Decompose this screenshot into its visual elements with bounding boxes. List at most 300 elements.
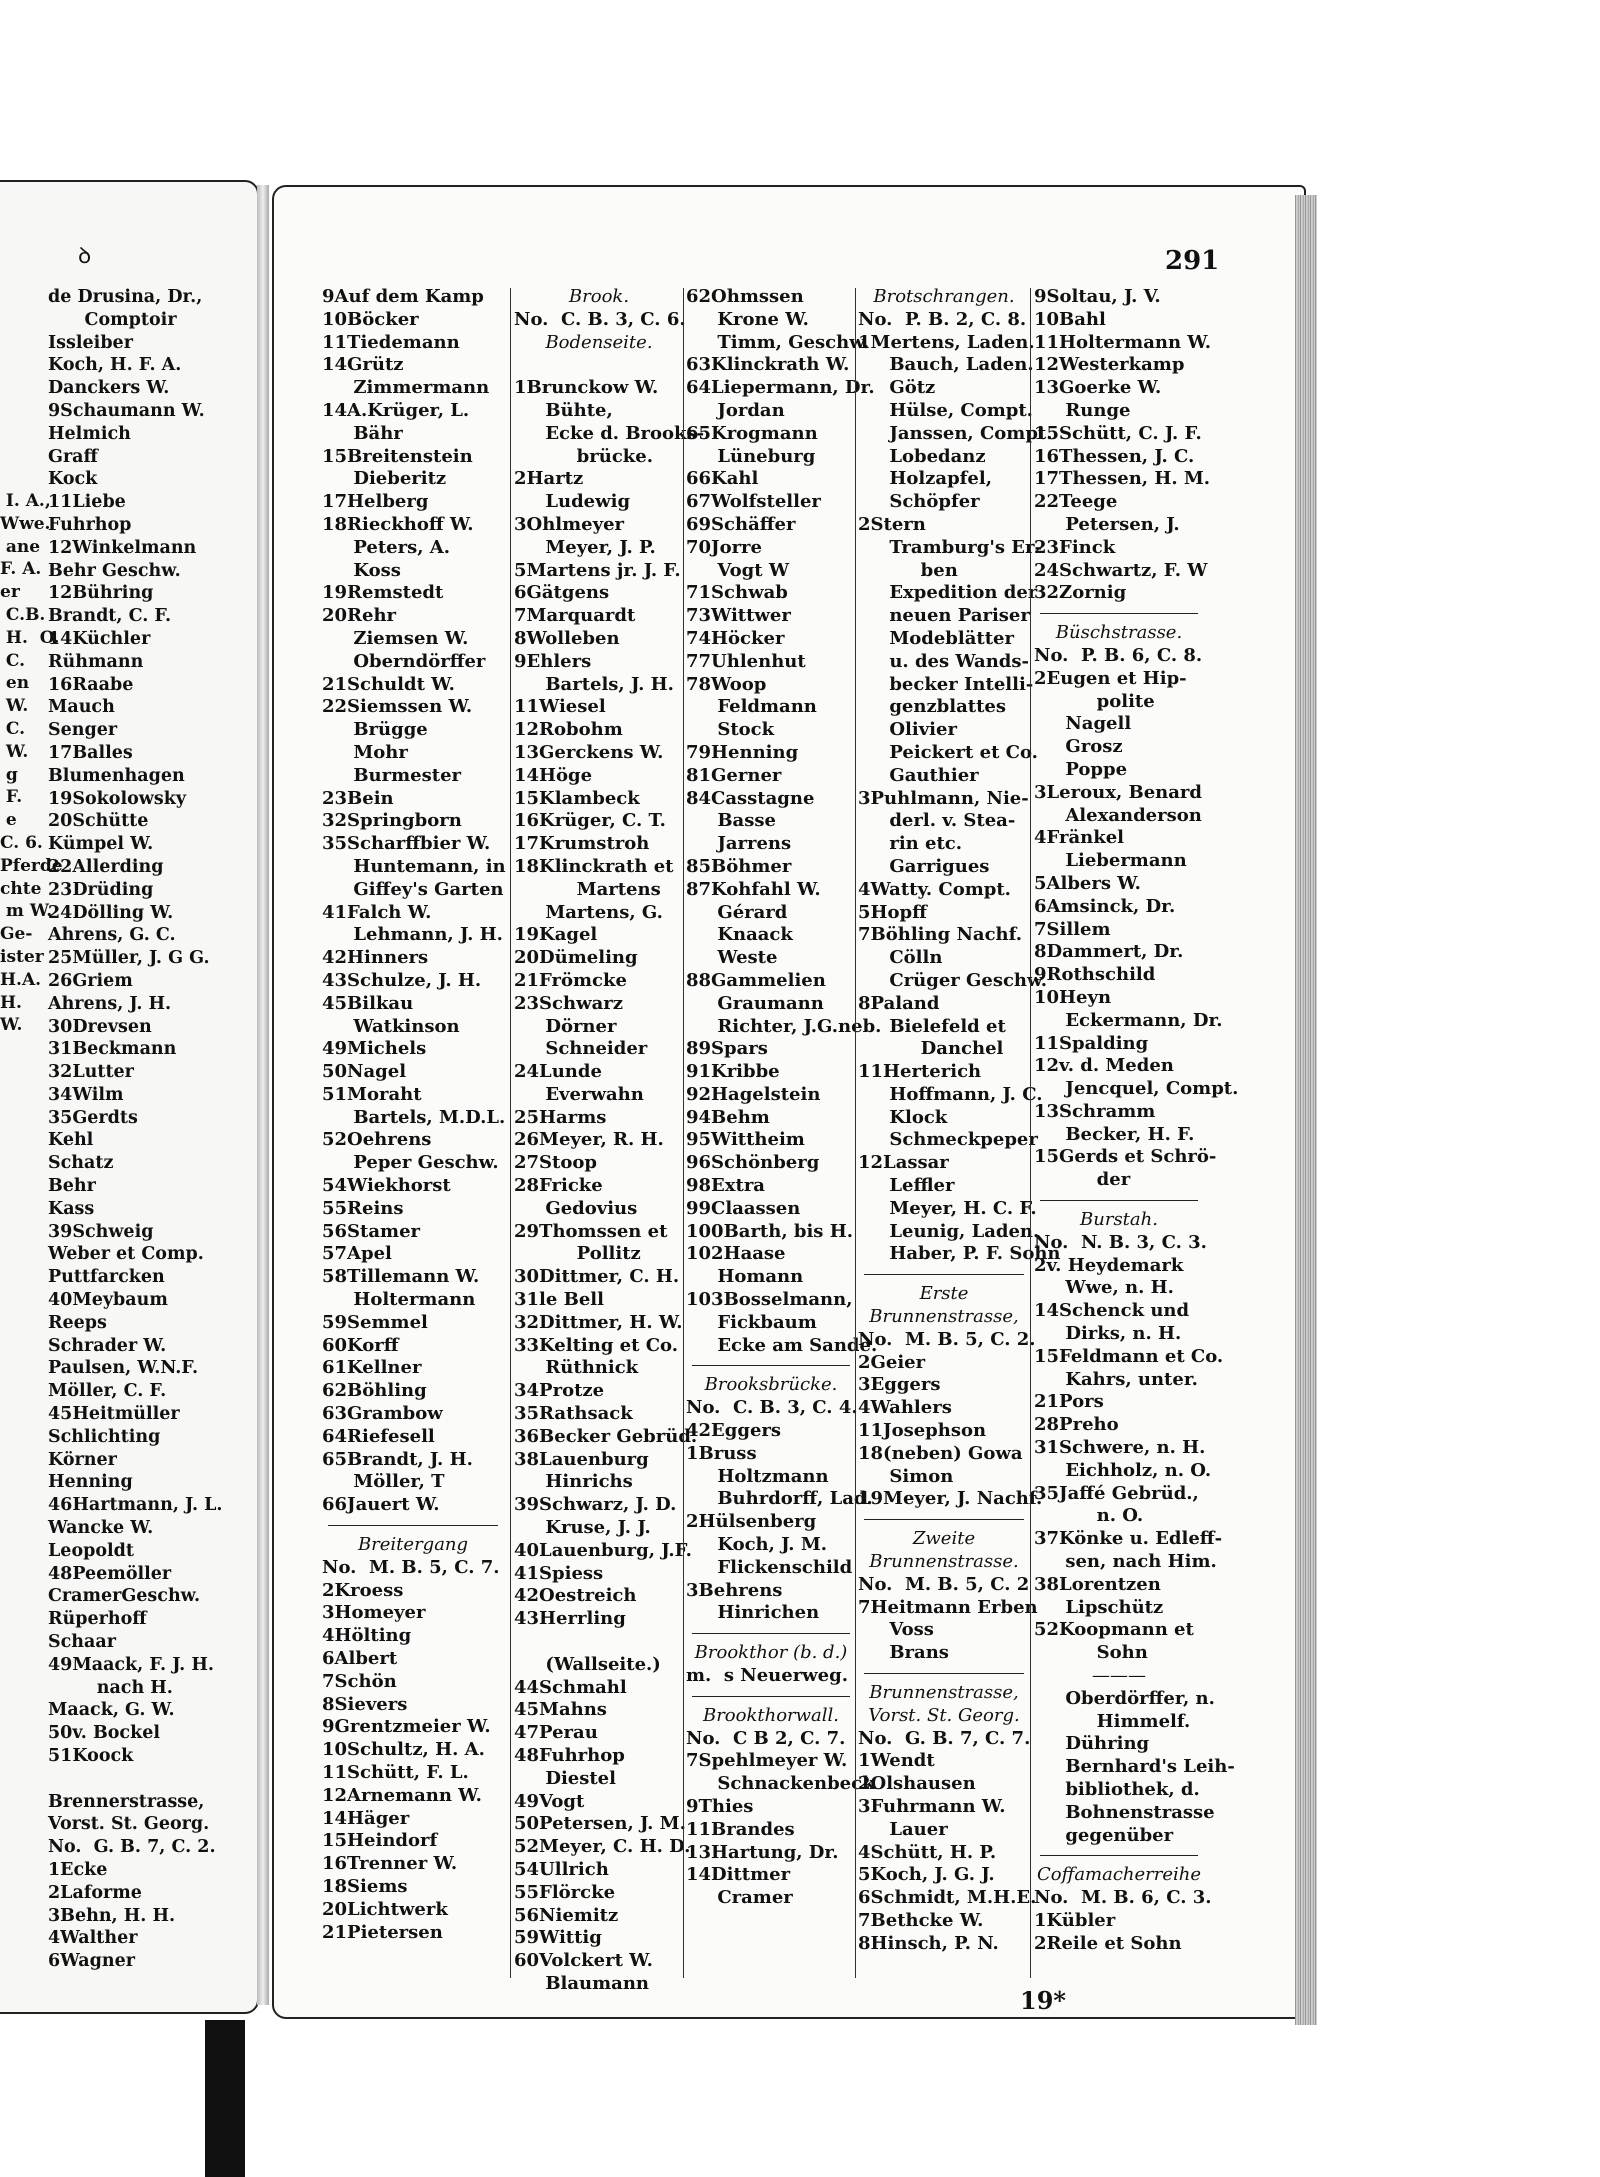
- directory-entry: 2Reile et Sohn: [1034, 1932, 1182, 1954]
- directory-entry: 16Krüger, C. T.: [514, 810, 666, 832]
- directory-entry: Cölln: [858, 947, 943, 969]
- directory-entry: 14A.Krüger, L.: [322, 399, 470, 421]
- directory-entry: 96Schönberg: [686, 1152, 820, 1174]
- directory-entry: 2Kroess: [322, 1579, 404, 1601]
- directory-entry: nach H.: [48, 1677, 173, 1698]
- directory-entry: 65Brandt, J. H.: [322, 1448, 473, 1470]
- directory-entry: 32Lutter: [48, 1062, 134, 1083]
- directory-entry: 10Böcker: [322, 308, 419, 330]
- directory-entry: Meyer, J. P.: [514, 536, 656, 558]
- directory-entry: 20Schütte: [48, 811, 149, 832]
- directory-entry: 9Thies: [686, 1796, 754, 1817]
- directory-entry: W.: [0, 696, 29, 717]
- directory-entry: n. O.: [1034, 1505, 1144, 1527]
- directory-entry: Schlichting: [48, 1426, 161, 1447]
- directory-entry: 60Volckert W.: [514, 1950, 653, 1972]
- directory-entry: Danchel: [858, 1038, 1004, 1060]
- directory-entry: Pollitz: [514, 1243, 641, 1265]
- directory-entry: Peper Geschw.: [322, 1152, 499, 1174]
- directory-entry: derl. v. Stea-: [858, 810, 1016, 832]
- directory-entry: 91Kribbe: [686, 1061, 780, 1083]
- directory-entry: 61Kellner: [322, 1357, 422, 1379]
- directory-entry: 23Bein: [322, 787, 394, 809]
- directory-entry: Flickenschild: [686, 1556, 853, 1578]
- directory-entry: 21Schuldt W.: [322, 673, 455, 695]
- section-rule: [692, 1633, 850, 1634]
- directory-entry: 84Casstagne: [686, 787, 815, 809]
- directory-entry: 58Tillemann W.: [322, 1266, 480, 1288]
- directory-entry: 13Gerckens W.: [514, 741, 664, 763]
- directory-entry: H. O.: [0, 627, 60, 648]
- directory-entry: Jarrens: [686, 833, 792, 855]
- directory-entry: 56Stamer: [322, 1220, 421, 1242]
- directory-entry: 27Stoop: [514, 1152, 597, 1174]
- directory-entry: 17Krumstroh: [514, 833, 650, 855]
- directory-entry: 77Uhlenhut: [686, 650, 806, 672]
- directory-entry: 40Meybaum: [48, 1290, 168, 1311]
- directory-entry: Ahrens, G. C.: [48, 925, 176, 946]
- directory-entry: No. M. B. 5, C. 2.: [858, 1328, 1036, 1350]
- directory-entry: 69Schäffer: [686, 513, 796, 535]
- directory-entry: 70Jorre: [686, 536, 762, 558]
- column-rule: [855, 288, 856, 1978]
- directory-entry: No. M. B. 5, C. 2: [858, 1573, 1030, 1595]
- directory-entry: Graff: [48, 446, 98, 467]
- street-heading: Brunnenstrasse,: [869, 1306, 1019, 1328]
- directory-entry: 13Goerke W.: [1034, 377, 1162, 399]
- directory-entry: neuen Pariser: [858, 605, 1030, 627]
- directory-entry: 45Mahns: [514, 1699, 607, 1721]
- directory-entry: 16Raabe: [48, 674, 134, 695]
- directory-entry: 8Wolleben: [514, 627, 620, 649]
- directory-entry: Holzapfel,: [858, 468, 992, 490]
- directory-entry: F.: [0, 787, 23, 808]
- directory-entry: Schneider: [514, 1038, 648, 1060]
- directory-entry: 41Spiess: [514, 1562, 604, 1584]
- directory-entry: Kass: [48, 1198, 95, 1219]
- directory-entry: 16Thessen, J. C.: [1034, 445, 1195, 467]
- directory-entry: Feldmann: [686, 696, 817, 718]
- directory-entry: 9Auf dem Kamp: [322, 286, 484, 307]
- section-rule: [692, 1696, 850, 1697]
- directory-entry: 11Josephson: [858, 1420, 987, 1442]
- directory-entry: 50Nagel: [322, 1061, 407, 1083]
- section-rule: [864, 1519, 1024, 1520]
- directory-entry: 67Wolfsteller: [686, 491, 821, 513]
- directory-entry: Schaar: [48, 1632, 116, 1653]
- directory-entry: No. C B 2, C. 7.: [686, 1727, 846, 1749]
- directory-entry: Graumann: [686, 992, 824, 1014]
- directory-entry: 26Griem: [48, 970, 133, 991]
- section-rule: [692, 1365, 850, 1366]
- directory-entry: 24Lunde: [514, 1061, 602, 1083]
- directory-entry: 18Klinckrath et: [514, 855, 674, 877]
- directory-entry: 1Kübler: [1034, 1909, 1116, 1931]
- directory-entry: Leopoldt: [48, 1540, 134, 1561]
- directory-entry: 49Vogt: [514, 1790, 585, 1812]
- directory-entry: Mauch: [48, 697, 115, 718]
- directory-entry: 38Lorentzen: [1034, 1573, 1161, 1595]
- directory-entry: 31le Bell: [514, 1289, 604, 1311]
- page-edges: [1295, 195, 1317, 2025]
- directory-entry: 35Jaffé Gebrüd.,: [1034, 1482, 1199, 1504]
- directory-entry: 55Flörcke: [514, 1881, 616, 1903]
- directory-entry: 55Reins: [322, 1197, 404, 1219]
- directory-entry: W.: [0, 741, 29, 762]
- directory-entry: 7Bethcke W.: [858, 1909, 984, 1931]
- directory-entry: Garrigues: [858, 855, 990, 877]
- directory-entry: gegenüber: [1034, 1824, 1174, 1846]
- directory-entry: 65Krogmann: [686, 422, 818, 444]
- directory-entry: de Drusina, Dr.,: [48, 287, 203, 307]
- directory-entry: Gedovius: [514, 1197, 638, 1219]
- directory-entry: Möller, T: [322, 1471, 445, 1493]
- directory-entry: [514, 354, 684, 377]
- street-heading: ———: [1092, 1665, 1146, 1687]
- directory-entry: 3Puhlmann, Nie-: [858, 787, 1029, 809]
- directory-entry: 60Korff: [322, 1334, 399, 1356]
- directory-entry: 12Arnemann W.: [322, 1784, 482, 1806]
- directory-entry: No. N. B. 3, C. 3.: [1034, 1231, 1207, 1253]
- directory-entry: 42Eggers: [686, 1420, 782, 1442]
- directory-entry: 36Becker Gebrüd.: [514, 1425, 698, 1447]
- directory-entry: 9Ehlers: [514, 650, 592, 672]
- binding-strip: [205, 2020, 245, 2177]
- directory-entry: 12Bühring: [48, 583, 154, 604]
- directory-entry: 8Sievers: [322, 1693, 408, 1715]
- directory-entry: 8Paland: [858, 992, 940, 1014]
- directory-entry: Eckermann, Dr.: [1034, 1009, 1223, 1031]
- directory-entry: Zimmermann: [322, 377, 490, 399]
- directory-entry: No. C. B. 3, C. 4.: [686, 1397, 858, 1419]
- directory-entry: 63Grambow: [322, 1403, 443, 1425]
- directory-entry: Fuhrhop: [48, 514, 132, 535]
- directory-entry: Meyer, H. C. F.: [858, 1197, 1037, 1219]
- directory-entry: Petersen, J.: [1034, 513, 1180, 535]
- directory-entry: Koch, H. F. A.: [48, 355, 182, 376]
- directory-entry: Puttfarcken: [48, 1267, 165, 1288]
- directory-entry: 48Fuhrhop: [514, 1745, 625, 1766]
- directory-entry: 92Hagelstein: [686, 1083, 821, 1105]
- directory-entry: Maack, G. W.: [48, 1700, 175, 1721]
- directory-column-1: [322, 286, 504, 1944]
- directory-entry: 7Spehlmeyer W.: [686, 1750, 848, 1772]
- directory-entry: No. P. B. 6, C. 8.: [1034, 644, 1203, 666]
- directory-entry: e: [0, 810, 17, 831]
- directory-entry: Bähr: [322, 422, 403, 444]
- directory-entry: Gérard: [686, 901, 788, 923]
- section-rule: [864, 1274, 1024, 1275]
- directory-entry: 11Liebe: [48, 492, 126, 513]
- directory-entry: 24Dölling W.: [48, 902, 174, 923]
- directory-entry: 13Hartung, Dr.: [686, 1841, 839, 1863]
- directory-entry: 6Amsinck, Dr.: [1034, 895, 1176, 917]
- directory-entry: 31Beckmann: [48, 1039, 177, 1060]
- directory-column-3: [686, 286, 882, 1910]
- directory-entry: H.A.: [0, 969, 42, 990]
- directory-entry: Diestel: [514, 1767, 616, 1789]
- directory-entry: 6Albert: [322, 1648, 398, 1670]
- directory-entry: 73Wittwer: [686, 605, 791, 627]
- directory-entry: 30Dittmer, C. H.: [514, 1266, 680, 1288]
- directory-entry: [48, 1768, 223, 1791]
- section-rule: [1040, 1200, 1198, 1201]
- directory-entry: W.: [0, 1015, 23, 1036]
- directory-entry: Danckers W.: [48, 378, 170, 399]
- directory-entry: 6Schmidt, M.H.E.: [858, 1887, 1037, 1909]
- directory-entry: 2Stern: [858, 513, 926, 535]
- directory-entry: Rüperhoff: [48, 1609, 147, 1630]
- directory-entry: Kock: [48, 469, 98, 490]
- directory-entry: Haber, P. F. Sohn: [858, 1243, 1061, 1265]
- directory-entry: Henning: [48, 1472, 133, 1493]
- directory-entry: 9Rothschild: [1034, 964, 1156, 986]
- directory-entry: 3Leroux, Benard: [1034, 781, 1202, 803]
- directory-entry: 74Höcker: [686, 627, 785, 649]
- directory-entry: 39Schweig: [48, 1221, 154, 1242]
- directory-entry: 44Schmahl: [514, 1676, 627, 1698]
- directory-entry: 57Apel: [322, 1243, 392, 1265]
- directory-entry: 19Sokolowsky: [48, 788, 186, 809]
- directory-entry: Kümpel W.: [48, 834, 154, 855]
- directory-entry: 18Siems: [322, 1875, 408, 1897]
- directory-entry: Leffler: [858, 1175, 955, 1197]
- directory-entry: 102Haase: [686, 1243, 786, 1265]
- directory-entry: 54Wiekhorst: [322, 1175, 451, 1197]
- directory-entry: rin etc.: [858, 833, 963, 855]
- directory-entry: der: [1034, 1169, 1131, 1191]
- directory-entry: 4Fränkel: [1034, 827, 1124, 849]
- directory-entry: 7Marquardt: [514, 605, 636, 627]
- directory-entry: Basse: [686, 810, 776, 832]
- section-rule: [864, 1673, 1024, 1674]
- directory-entry: Giffey's Garten: [322, 878, 504, 900]
- directory-entry: 32Dittmer, H. W.: [514, 1311, 683, 1333]
- directory-entry: Senger: [48, 720, 118, 741]
- directory-entry: Knaack: [686, 924, 793, 946]
- directory-entry: 38Lauenburg: [514, 1448, 649, 1470]
- directory-entry: 15Feldmann et Co.: [1034, 1345, 1224, 1367]
- directory-entry: Janssen, Compt.: [858, 422, 1053, 444]
- directory-entry: 4Watty. Compt.: [858, 878, 1011, 900]
- directory-entry: Brans: [858, 1642, 949, 1664]
- directory-column-5: [1034, 286, 1239, 1956]
- street-heading: Zweite: [912, 1528, 976, 1550]
- directory-entry: 51Koock: [48, 1746, 134, 1766]
- directory-entry: Sohn: [1034, 1642, 1148, 1664]
- directory-entry: 2Eugen et Hip-: [1034, 667, 1187, 689]
- directory-entry: No. P. B. 2, C. 8.: [858, 308, 1027, 330]
- directory-entry: Becker, H. F.: [1034, 1123, 1195, 1145]
- street-heading: Brotschrangen.: [873, 286, 1015, 307]
- directory-entry: H.: [0, 992, 22, 1013]
- directory-entry: ane: [0, 536, 41, 557]
- directory-entry: [514, 1631, 684, 1654]
- directory-entry: No. G. B. 7, C. 7.: [858, 1727, 1031, 1749]
- street-heading: Brunnenstrasse.: [869, 1551, 1019, 1573]
- directory-entry: 63Klinckrath W.: [686, 354, 850, 376]
- directory-entry: Schöpfer: [858, 491, 980, 513]
- directory-entry: Lüneburg: [686, 445, 816, 467]
- directory-entry: 64Riefesell: [322, 1425, 435, 1447]
- directory-entry: 3Behrens: [686, 1579, 783, 1601]
- directory-entry: 32Zornig: [1034, 582, 1127, 604]
- directory-entry: 31Schwere, n. H.: [1034, 1437, 1206, 1459]
- directory-entry: g: [0, 764, 18, 785]
- directory-entry: Holtermann: [322, 1289, 476, 1311]
- directory-entry: 15Heindorf: [322, 1830, 438, 1852]
- street-heading: Brookthorwall.: [702, 1704, 840, 1726]
- directory-entry: Wwe.: [0, 513, 51, 534]
- directory-column-4: [858, 286, 1061, 1956]
- directory-entry: Körner: [48, 1449, 117, 1470]
- directory-entry: 14Dittmer: [686, 1864, 791, 1886]
- directory-entry: 87Kohfahl W.: [686, 878, 821, 900]
- left-page-column: [48, 286, 223, 1973]
- directory-entry: No. G. B. 7, C. 2.: [48, 1837, 216, 1858]
- directory-entry: 11Schütt, F. L.: [322, 1762, 469, 1783]
- directory-entry: 11Brandes: [686, 1818, 795, 1840]
- directory-entry: Pferde: [0, 855, 63, 876]
- directory-entry: 1Bruss: [686, 1442, 757, 1464]
- directory-entry: chte: [0, 878, 42, 899]
- directory-entry: 17Helberg: [322, 491, 429, 513]
- directory-entry: 5Martens jr. J. F.: [514, 559, 681, 581]
- directory-entry: Burmester: [322, 764, 461, 786]
- directory-entry: Voss: [858, 1619, 934, 1641]
- directory-entry: 85Böhmer: [686, 855, 792, 877]
- directory-entry: 7Sillem: [1034, 918, 1111, 940]
- directory-entry: Rühmann: [48, 651, 144, 672]
- directory-entry: Stock: [686, 719, 775, 741]
- directory-entry: 3Behn, H. H.: [48, 1905, 176, 1926]
- directory-entry: 14Grütz: [322, 354, 404, 376]
- directory-entry: 7Schön: [322, 1670, 397, 1692]
- street-heading: Brook.: [568, 286, 630, 307]
- directory-entry: Leunig, Laden.: [858, 1220, 1040, 1242]
- directory-entry: Bühte,: [514, 399, 613, 421]
- gutter-mark: ꝺ: [78, 244, 92, 269]
- directory-entry: Richter, J.G.neb.: [686, 1015, 882, 1037]
- directory-entry: 94Behm: [686, 1106, 770, 1128]
- directory-entry: 4Schütt, H. P.: [858, 1841, 997, 1863]
- directory-entry: 32Springborn: [322, 810, 462, 832]
- directory-entry: Helmich: [48, 423, 131, 444]
- directory-entry: Cramer: [686, 1887, 793, 1909]
- street-heading: Büschstrasse.: [1055, 622, 1183, 644]
- directory-entry: 14Schenck und: [1034, 1300, 1190, 1322]
- directory-entry: 3Fuhrmann W.: [858, 1796, 1006, 1817]
- directory-entry: 12v. d. Meden: [1034, 1055, 1174, 1077]
- directory-entry: 10Bahl: [1034, 308, 1106, 330]
- directory-entry: Eichholz, n. O.: [1034, 1459, 1212, 1481]
- street-heading: Burstah.: [1080, 1209, 1158, 1231]
- directory-entry: Poppe: [1034, 758, 1128, 780]
- directory-entry: 11Tiedemann: [322, 331, 460, 353]
- column-rule: [510, 288, 511, 1978]
- directory-entry: Hülse, Compt.: [858, 399, 1033, 421]
- directory-entry: 4Wahlers: [858, 1397, 952, 1419]
- directory-entry: 54Ullrich: [514, 1858, 609, 1880]
- directory-entry: 8Hinsch, P. N.: [858, 1932, 999, 1954]
- directory-entry: 6Gätgens: [514, 582, 610, 604]
- directory-entry: en: [0, 673, 30, 694]
- directory-entry: 19Kagel: [514, 924, 598, 946]
- directory-entry: 1Wendt: [858, 1750, 935, 1772]
- directory-entry: 9Grentzmeier W.: [322, 1716, 491, 1738]
- directory-entry: Ziemsen W.: [322, 627, 469, 649]
- directory-entry: 9Schaumann W.: [48, 400, 205, 421]
- page-number: 291: [1165, 246, 1220, 276]
- directory-entry: 34Wilm: [48, 1084, 124, 1105]
- directory-entry: 22Siemssen W.: [322, 696, 473, 718]
- directory-entry: Bartels, J. H.: [514, 673, 674, 695]
- directory-entry: C.B.: [0, 604, 46, 625]
- directory-entry: Dörner: [514, 1015, 617, 1037]
- directory-entry: 52Meyer, C. H. D.: [514, 1836, 691, 1858]
- section-rule: [1040, 1855, 1198, 1856]
- directory-entry: Krone W.: [686, 308, 809, 330]
- directory-entry: (Wallseite.): [514, 1653, 661, 1675]
- directory-entry: Schnackenbeck: [686, 1773, 875, 1795]
- street-heading: Breitergang: [357, 1534, 469, 1556]
- street-heading: Vorst. St. Georg.: [868, 1704, 1020, 1726]
- directory-entry: 47Perau: [514, 1722, 598, 1744]
- directory-entry: 4Walther: [48, 1928, 138, 1949]
- directory-entry: Weber et Comp.: [48, 1244, 204, 1265]
- directory-entry: Fickbaum: [686, 1311, 817, 1333]
- directory-entry: 88Gammelien: [686, 969, 826, 991]
- directory-entry: Dirks, n. H.: [1034, 1323, 1182, 1345]
- directory-entry: Bohnenstrasse: [1034, 1801, 1215, 1823]
- directory-entry: 100Barth, bis H.: [686, 1220, 853, 1242]
- directory-entry: 28Preho: [1034, 1414, 1119, 1436]
- directory-entry: Schmeckpeper: [858, 1129, 1038, 1151]
- directory-entry: 20Lichtwerk: [322, 1898, 448, 1920]
- directory-entry: 40Lauenburg, J.F.: [514, 1539, 692, 1561]
- directory-entry: Oberndörffer: [322, 650, 486, 672]
- directory-entry: F. A.: [0, 559, 42, 580]
- directory-entry: 15Schütt, C. J. F.: [1034, 422, 1202, 444]
- street-heading: Brunnenstrasse,: [869, 1682, 1019, 1704]
- signature-mark: 19*: [1020, 1986, 1066, 2015]
- directory-entry: 11Wiesel: [514, 696, 606, 718]
- directory-entry: 14Küchler: [48, 628, 151, 649]
- directory-entry: C.: [0, 650, 26, 671]
- directory-entry: 59Semmel: [322, 1311, 428, 1333]
- directory-entry: 16Trenner W.: [322, 1853, 458, 1875]
- directory-entry: 45Heitmüller: [48, 1404, 180, 1425]
- directory-entry: 12Robohm: [514, 719, 623, 741]
- directory-entry: 19Meyer, J. Nachf.: [858, 1488, 1043, 1510]
- directory-entry: Peickert et Co.: [858, 741, 1038, 763]
- directory-entry: Himmelf.: [1034, 1710, 1191, 1732]
- directory-entry: Brügge: [322, 719, 428, 741]
- directory-entry: 22Allerding: [48, 856, 164, 877]
- directory-entry: 15Gerds et Schrö-: [1034, 1146, 1217, 1168]
- directory-entry: 50v. Bockel: [48, 1723, 160, 1744]
- directory-entry: 43Herrling: [514, 1608, 626, 1630]
- directory-entry: 18Rieckhoff W.: [322, 513, 474, 535]
- directory-entry: 3Eggers: [858, 1374, 941, 1396]
- directory-entry: bibliothek, d.: [1034, 1779, 1200, 1800]
- directory-entry: 23Drüding: [48, 879, 154, 900]
- directory-entry: 42Oestreich: [514, 1585, 637, 1607]
- directory-entry: Ecke d. Brooks-: [514, 422, 705, 444]
- directory-entry: I. A.,: [0, 491, 51, 511]
- directory-entry: 2Laforme: [48, 1882, 142, 1903]
- directory-entry: 2Olshausen: [858, 1773, 976, 1795]
